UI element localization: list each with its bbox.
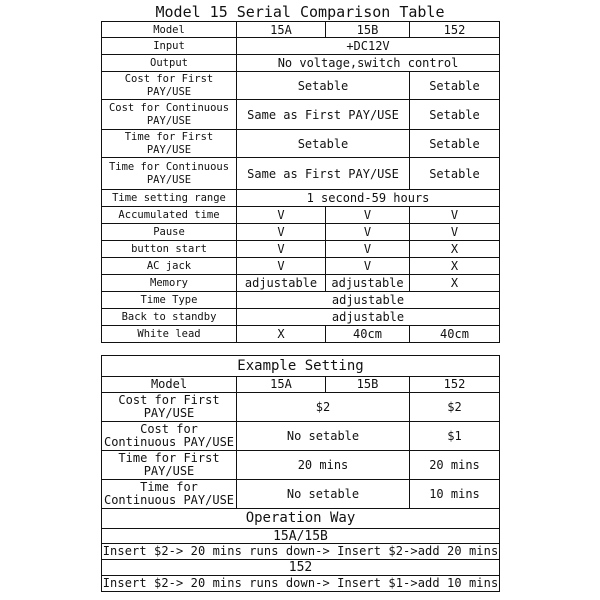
comparison-table	[101, 21, 500, 343]
row-label: Input	[102, 38, 237, 55]
white-152: 40cm	[410, 326, 500, 343]
white-15a: X	[237, 326, 326, 343]
header-15b: 15B	[326, 377, 410, 393]
ac-15a: V	[237, 258, 326, 275]
table-row-cost-first	[102, 393, 500, 422]
row-label: button start	[102, 241, 237, 258]
table-row-time-continuous	[102, 158, 500, 190]
row-label: Time for Continuous PAY/USE	[102, 158, 237, 190]
ac-152: X	[410, 258, 500, 275]
header-15b: 15B	[326, 22, 410, 38]
row-label: Cost for First PAY/USE	[102, 393, 237, 422]
time-type-value: adjustable	[237, 292, 500, 309]
table-row-time-type	[102, 292, 500, 309]
row-label: Cost for Continuous PAY/USE	[102, 422, 237, 451]
row-label: Cost for First PAY/USE	[102, 72, 237, 100]
table-row-time-continuous	[102, 480, 500, 509]
operation-line-row	[102, 544, 500, 560]
table-row-standby	[102, 309, 500, 326]
table-row-ac-jack	[102, 258, 500, 275]
ac-15b: V	[326, 258, 410, 275]
example-setting-table	[101, 355, 500, 592]
comparison-table-title: Model 15 Serial Comparison Table	[155, 3, 445, 21]
row-label: Time Type	[102, 292, 237, 309]
row-label: Memory	[102, 275, 237, 292]
accum-15b: V	[326, 207, 410, 224]
operation-sub-row	[102, 529, 500, 544]
table-row-button-start	[102, 241, 500, 258]
output-value: No voltage,switch control	[237, 55, 500, 72]
row-label: Cost for Continuous PAY/USE	[102, 100, 237, 130]
memory-15b: adjustable	[326, 275, 410, 292]
row-label: Accumulated time	[102, 207, 237, 224]
cost-cont-15ab: Same as First PAY/USE	[237, 100, 410, 130]
row-label: Back to standby	[102, 309, 237, 326]
cost-cont-152: $1	[410, 422, 500, 451]
table-row-output	[102, 55, 500, 72]
time-range-value: 1 second-59 hours	[237, 190, 500, 207]
row-label: AC jack	[102, 258, 237, 275]
table-row-pause	[102, 224, 500, 241]
time-first-15ab: Setable	[237, 130, 410, 158]
operation-model-15ab: 15A/15B	[102, 529, 500, 544]
time-first-152: 20 mins	[410, 451, 500, 480]
time-first-15ab: 20 mins	[237, 451, 410, 480]
pause-152: V	[410, 224, 500, 241]
button-15a: V	[237, 241, 326, 258]
time-cont-152: 10 mins	[410, 480, 500, 509]
row-label: Output	[102, 55, 237, 72]
header-model: Model	[102, 22, 237, 38]
memory-15a: adjustable	[237, 275, 326, 292]
table-row-header	[102, 22, 500, 38]
button-152: X	[410, 241, 500, 258]
cost-cont-15ab: No setable	[237, 422, 410, 451]
time-first-152: Setable	[410, 130, 500, 158]
table-row-time-range	[102, 190, 500, 207]
table-row-accumulated	[102, 207, 500, 224]
white-15b: 40cm	[326, 326, 410, 343]
time-cont-15ab: Same as First PAY/USE	[237, 158, 410, 190]
header-152: 152	[410, 22, 500, 38]
table-row-cost-continuous	[102, 422, 500, 451]
standby-value: adjustable	[237, 309, 500, 326]
header-15a: 15A	[237, 22, 326, 38]
time-cont-15ab: No setable	[237, 480, 410, 509]
table-row-time-first	[102, 451, 500, 480]
operation-way-title: Operation Way	[102, 509, 500, 529]
cost-first-15ab: $2	[237, 393, 410, 422]
operation-line-row	[102, 576, 500, 592]
time-cont-152: Setable	[410, 158, 500, 190]
example-setting-title: Example Setting	[102, 356, 500, 377]
table-row-header	[102, 377, 500, 393]
table-row-input	[102, 38, 500, 55]
row-label: Pause	[102, 224, 237, 241]
cost-first-15ab: Setable	[237, 72, 410, 100]
example-title-row	[102, 356, 500, 377]
table-row-cost-first	[102, 72, 500, 100]
row-label: Time for First PAY/USE	[102, 451, 237, 480]
operation-title-row	[102, 509, 500, 529]
table-row-time-first	[102, 130, 500, 158]
pause-15b: V	[326, 224, 410, 241]
cost-first-152: Setable	[410, 72, 500, 100]
operation-model-152: 152	[102, 560, 500, 576]
pause-15a: V	[237, 224, 326, 241]
table-row-cost-continuous	[102, 100, 500, 130]
cost-cont-152: Setable	[410, 100, 500, 130]
header-152: 152	[410, 377, 500, 393]
row-label: White lead	[102, 326, 237, 343]
row-label: Time setting range	[102, 190, 237, 207]
accum-15a: V	[237, 207, 326, 224]
table-row-white-lead	[102, 326, 500, 343]
operation-line-152: Insert $2-> 20 mins runs down-> Insert $1->add 10 mins	[102, 576, 499, 590]
header-15a: 15A	[237, 377, 326, 393]
operation-sub-row	[102, 560, 500, 576]
header-model: Model	[102, 377, 237, 393]
accum-152: V	[410, 207, 500, 224]
row-label: Time for First PAY/USE	[102, 130, 237, 158]
table-row-memory	[102, 275, 500, 292]
row-label: Time for Continuous PAY/USE	[102, 480, 237, 509]
input-value: +DC12V	[237, 38, 500, 55]
operation-line-15ab: Insert $2-> 20 mins runs down-> Insert $2->add 20 mins	[102, 544, 499, 558]
button-15b: V	[326, 241, 410, 258]
memory-152: X	[410, 275, 500, 292]
cost-first-152: $2	[410, 393, 500, 422]
